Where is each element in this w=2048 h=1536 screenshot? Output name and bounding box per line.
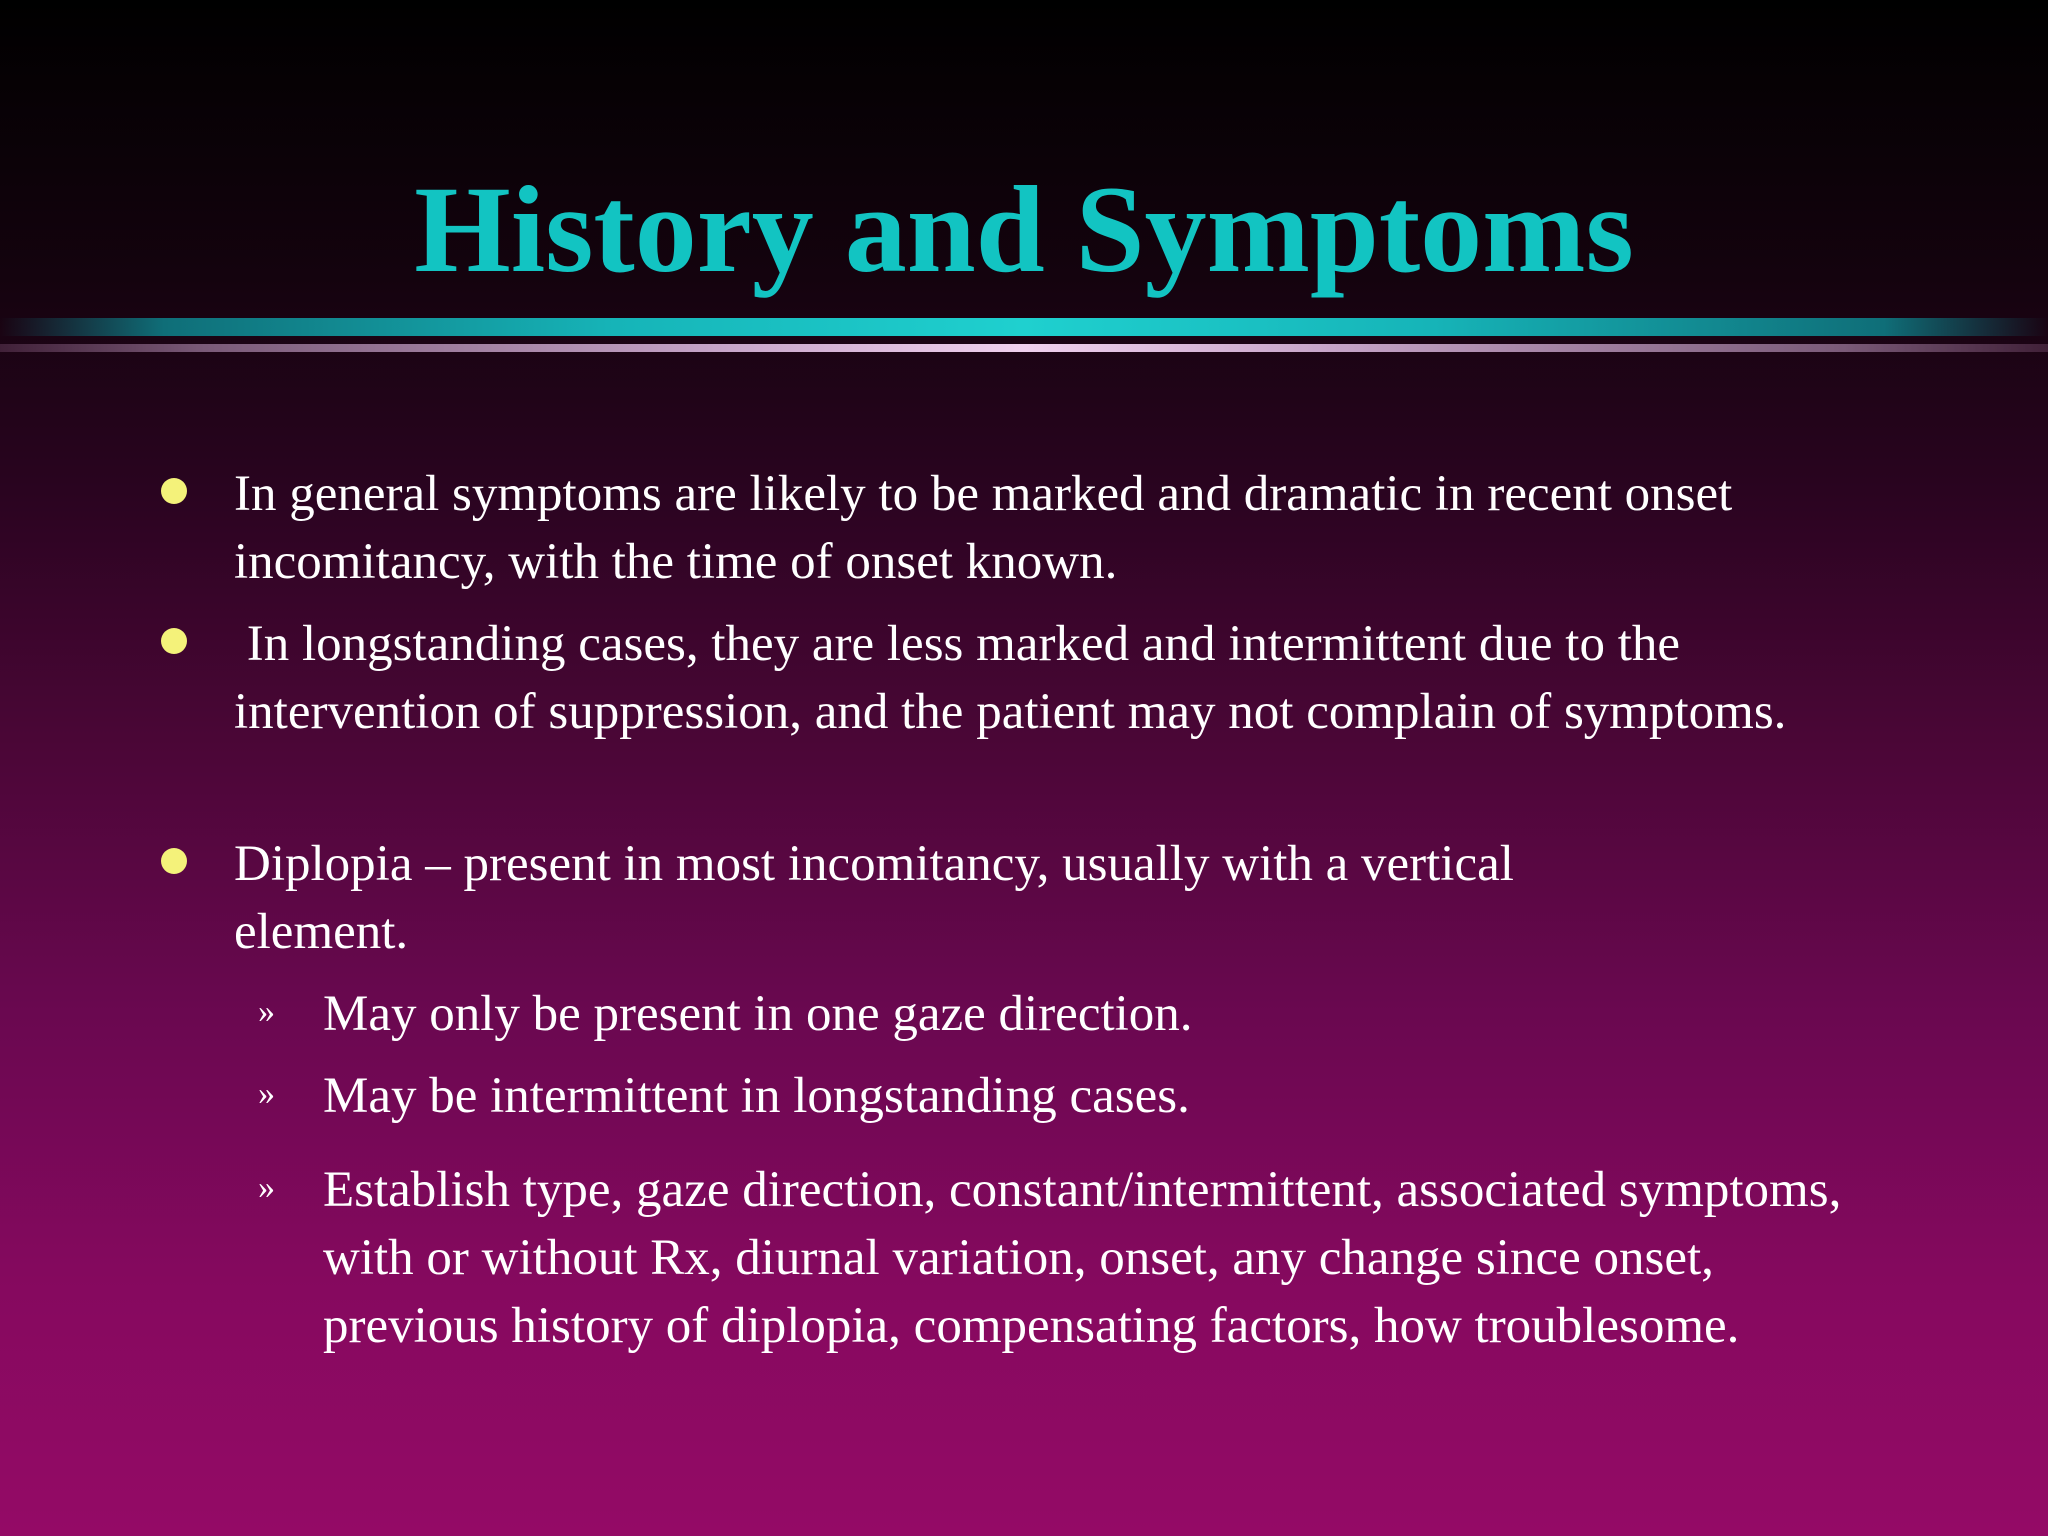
bullet-item-3 (234, 830, 1694, 966)
sub-bullet-marker-icon: » (258, 993, 275, 1030)
sub-bullet-marker-icon: » (258, 1169, 275, 1206)
bullet-dot-icon (161, 628, 187, 654)
bullet-text: In longstanding cases, they are less marked and intermittent due to the intervention of suppression, and the patient may not complain of symptoms. (234, 616, 1787, 740)
bullet-text: Diplopia – present in most incomitancy, usually with a vertical element. (234, 836, 1527, 960)
sub-bullet-text: May be intermittent in longstanding cases. (323, 1068, 1190, 1124)
bullet-item-1 (234, 460, 1854, 596)
sub-bullet-item-3 (323, 1156, 1883, 1360)
sub-bullet-marker-icon: » (258, 1075, 275, 1112)
bullet-text: In general symptoms are likely to be marked and dramatic in recent onset incomitancy, with the time of onset known. (234, 466, 1746, 590)
bullet-dot-icon (161, 478, 187, 504)
bullet-item-2 (234, 610, 1874, 746)
sub-bullet-text: May only be present in one gaze direction. (323, 986, 1193, 1042)
slide-title: History and Symptoms (414, 161, 1634, 298)
sub-bullet-item-2 (323, 1062, 1823, 1130)
bullet-dot-icon (161, 848, 187, 874)
sub-bullet-item-1 (323, 980, 1823, 1048)
sub-bullet-text: Establish type, gaze direction, constant/intermittent, associated symptoms, with or without Rx, diurnal variation, onset, any change since onset, previous history of diplopia, compensating factors, how troublesome. (323, 1162, 1855, 1354)
